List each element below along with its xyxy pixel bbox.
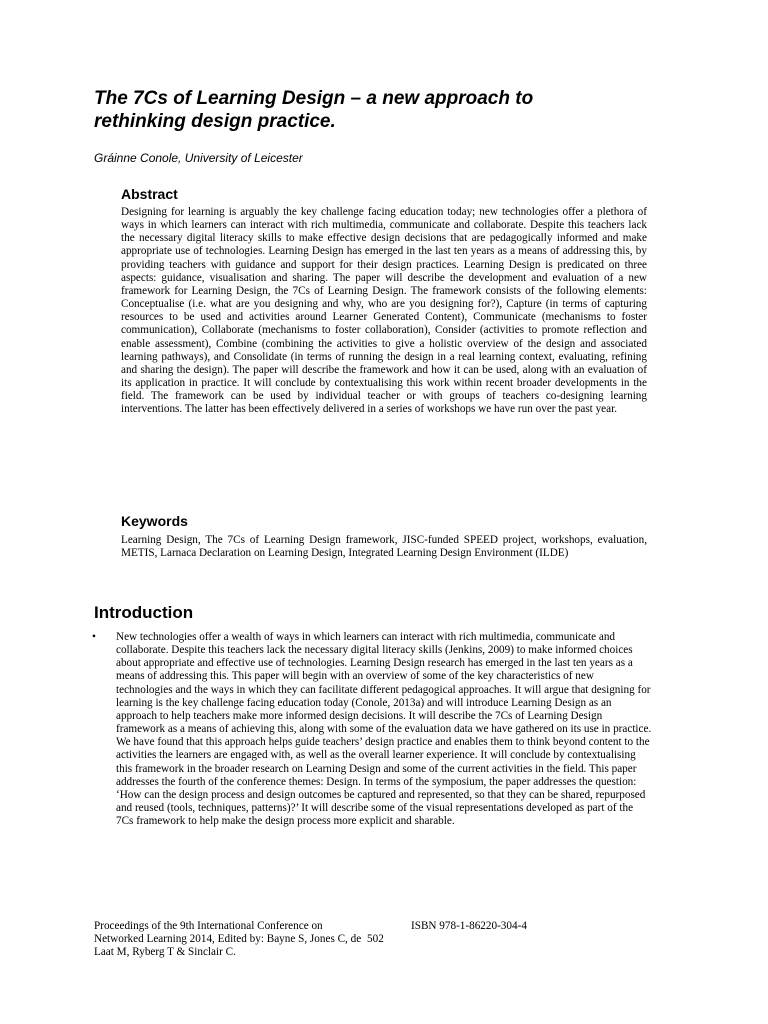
introduction-text: New technologies offer a wealth of ways in which learners can interact with rich multimedia, communicate and collaborate. Despite this teachers lack the necessary digital literacy skills (Jenkins, 2009) to make informed choices about appropriate and effective use of technologies. Learning Design research has emerged in the last ten years as a means of addressing this. This paper will begin with an overview of some of the key characteristics of new technologies and the ways in which they can facilitate different pedagogical approaches. It will argue that designing for learning is the key challenge facing education today (Conole, 2013a) and will introduce Learning Design as an approach to help teachers make more informed design decisions. It will describe the 7Cs of Learning Design framework as a means of achieving this, along with some of the evaluation data we have gathered on its use in practice. We have found that this approach helps guide teachers’ design practice and enables them to think beyond content to the activities the learners are engaged with, as well as the overall learner experience. It will conclude by contextualising this framework in the broader research on Learning Design and some of the current activities in the field. This paper addresses the fourth of the conference themes: Design. In terms of the symposium, the paper addresses the question: ‘How can the design process and design outcomes be captured and represented, so that they can be shared, repurposed and reused (tools, techniques, patterns)?’ It will describe some of the visual representations developed as part of the 7Cs framework to help make the design process more explicit and sharable. (116, 631, 652, 828)
keywords-heading: Keywords (121, 513, 188, 529)
bullet-icon: • (92, 631, 96, 643)
introduction-heading: Introduction (94, 603, 194, 622)
paper-title-line-2: rethinking design practice. (94, 111, 336, 132)
abstract-text: Designing for learning is arguably the key challenge facing education today; new technologies offer a plethora of ways in which learners can interact with rich multimedia, communicate and collaborate. Despite this teachers lack the necessary digital literacy skills to make effective design decisions that are pedagogically informed and make appropriate use of technologies. Learning Design has emerged in the last ten years as a means of addressing this, by providing teachers with guidance and support for their design practices. Learning Design is predicated on three aspects: guidance, visualisation and sharing. The paper will describe the development and evaluation of a new framework for Learning Design, the 7Cs of Learning Design. The framework consists of the following elements: Conceptualise (i.e. what are you designing and why, who are you designing for?), Capture (in terms of capturing resources to be used and activities around Learner Generated Content), Communicate (mechanisms to foster communication), Collaborate (mechanisms to foster collaboration), Consider (activities to promote reflection and enable assessment), Combine (combining the activities to give a holistic overview of the design and associated learning pathways), and Consolidate (in terms of running the design in a real learning context, evaluating, refining and sharing the design). The paper will describe the framework and how it can be used, along with an evaluation of its application in practice. It will conclude by contextualising this work within recent broader developments in the field. The framework can be used by individual teacher or with groups of teachers co-designing learning interventions. The latter has been effectively delivered in a series of workshops we have run over the past year. (121, 206, 647, 416)
keywords-text: Learning Design, The 7Cs of Learning Design framework, JISC-funded SPEED project, workshops, evaluation, METIS, Larnaca Declaration on Learning Design, Integrated Learning Design Environment (ILDE) (121, 534, 647, 560)
abstract-heading: Abstract (121, 186, 178, 202)
page-number: 502 (367, 933, 384, 945)
paper-title-line-1: The 7Cs of Learning Design – a new approach to (94, 88, 534, 109)
footer-isbn: ISBN 978-1-86220-304-4 (411, 920, 527, 932)
author-line: Gráinne Conole, University of Leicester (94, 151, 303, 165)
paper-title (94, 87, 694, 133)
footer-proceedings: Proceedings of the 9th International Conference on Networked Learning 2014, Edited by: Bayne S, Jones C, de Laat M, Ryberg T & Sinclair C. (94, 920, 362, 959)
